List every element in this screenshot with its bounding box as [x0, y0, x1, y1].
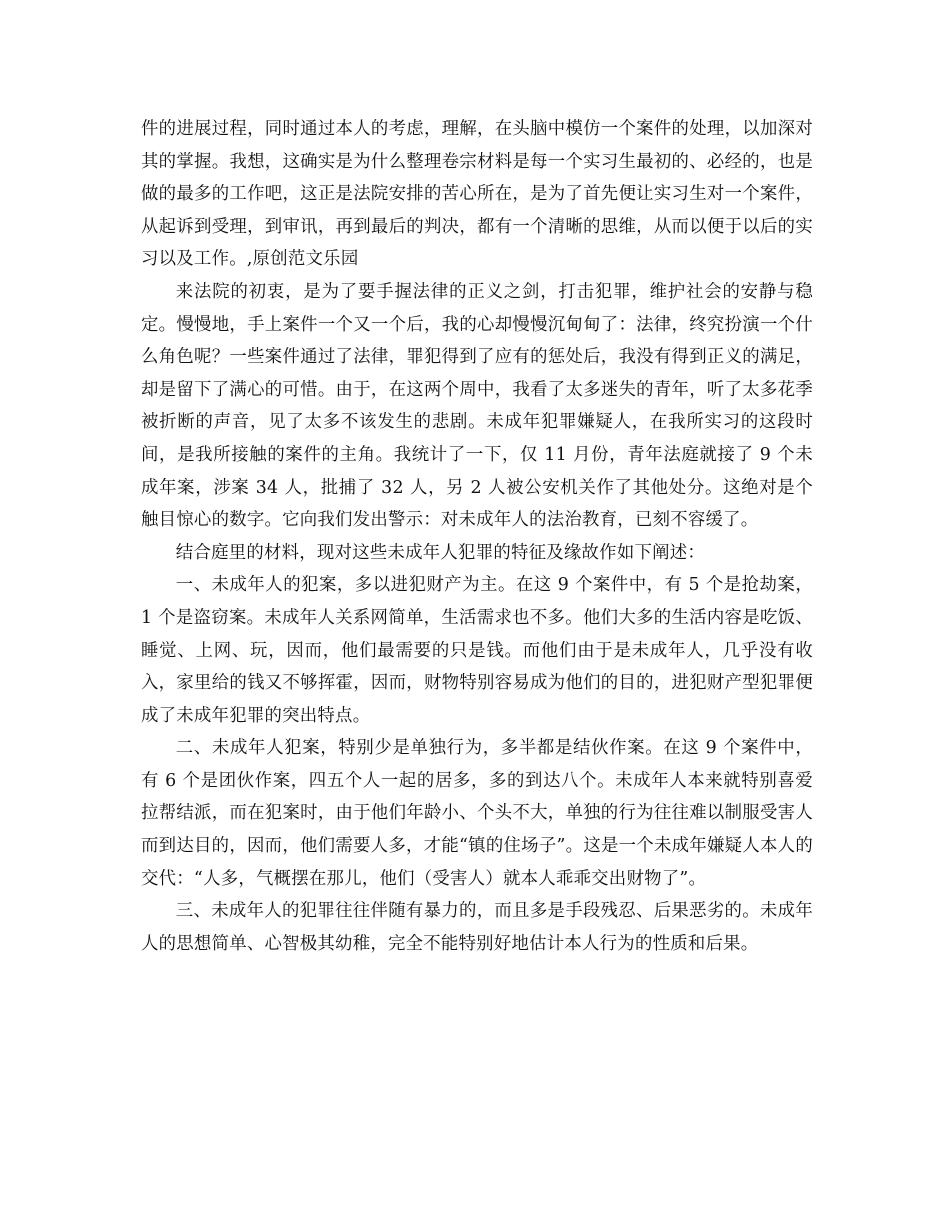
paragraph-point-one: 一、未成年人的犯案，多以进犯财产为主。在这 9 个案件中，有 5 个是抢劫案，1 个是盗窃案。未成年人关系网简单，生活需求也不多。他们大多的生活内容是吃饭、睡觉、上网、玩，因而，他们最需要的只是钱。而他们由于是未成年人，几乎没有收入，家里给的钱又不够挥霍，因而，财物特别容易成为他们的目的，进犯财产型犯罪便成了未成年犯罪的突出特点。 [141, 575, 813, 726]
paragraph-case-file-review: 件的进展过程，同时通过本人的考虑，理解，在头脑中模仿一个案件的处理，以加深对其的掌握。我想，这确实是为什么整理卷宗材料是每一个实习生最初的、必经的，也是做的最多的工作吧，这正是法院安排的苦心所在，是为了首先便让实习生对一个案件，从起诉到受理，到审讯，再到最后的判决，都有一个清晰的思维，从而以便于以后的实习以及工作。,原创范文乐园 [141, 119, 813, 270]
paragraph-original-intention: 来法院的初衷，是为了要手握法律的正义之剑，打击犯罪，维护社会的安静与稳定。慢慢地，手上案件一个又一个后，我的心却慢慢沉甸甸了：法律，终究扮演一个什么角色呢？一些案件通过了法律，罪犯得到了应有的惩处后，我没有得到正义的满足，却是留下了满心的可惜。由于，在这两个周中，我看了太多迷失的青年，听了太多花季被折断的声音，见了太多不该发生的悲剧。未成年犯罪嫌疑人，在我所实习的这段时间，是我所接触的案件的主角。我统计了一下，仅 11 月份，青年法庭就接了 9 个未成年案，涉案 34 人，批捕了 32 人，另 2 人被公安机关作了其他处分。这绝对是个触目惊心的数字。它向我们发出警示：对未成年人的法治教育，已刻不容缓了。 [141, 281, 813, 531]
paragraph-intro-analysis: 结合庭里的材料，现对这些未成年人犯罪的特征及缘故作如下阐述： [175, 542, 706, 563]
document-body [141, 113, 813, 960]
paragraph-point-two: 二、未成年人犯案，特别少是单独行为，多半都是结伙作案。在这 9 个案件中，有 6 个是团伙作案，四五个人一起的居多，多的到达八个。未成年人本来就特别喜爱拉帮结派，而在犯案时，由于他们年龄小、个头不大，单独的行为往往难以制服受害人而到达目的，因而，他们需要人多，才能“镇的住场子”。这是一个未成年嫌疑人本人的交代：“人多，气概摆在那儿，他们（受害人）就本人乖乖交出财物了”。 [141, 738, 813, 889]
paragraph-point-three: 三、未成年人的犯罪往往伴随有暴力的，而且多是手段残忍、后果恶劣的。未成年人的思想简单、心智极其幼稚，完全不能特别好地估计本人行为的性质和后果。 [141, 901, 813, 954]
